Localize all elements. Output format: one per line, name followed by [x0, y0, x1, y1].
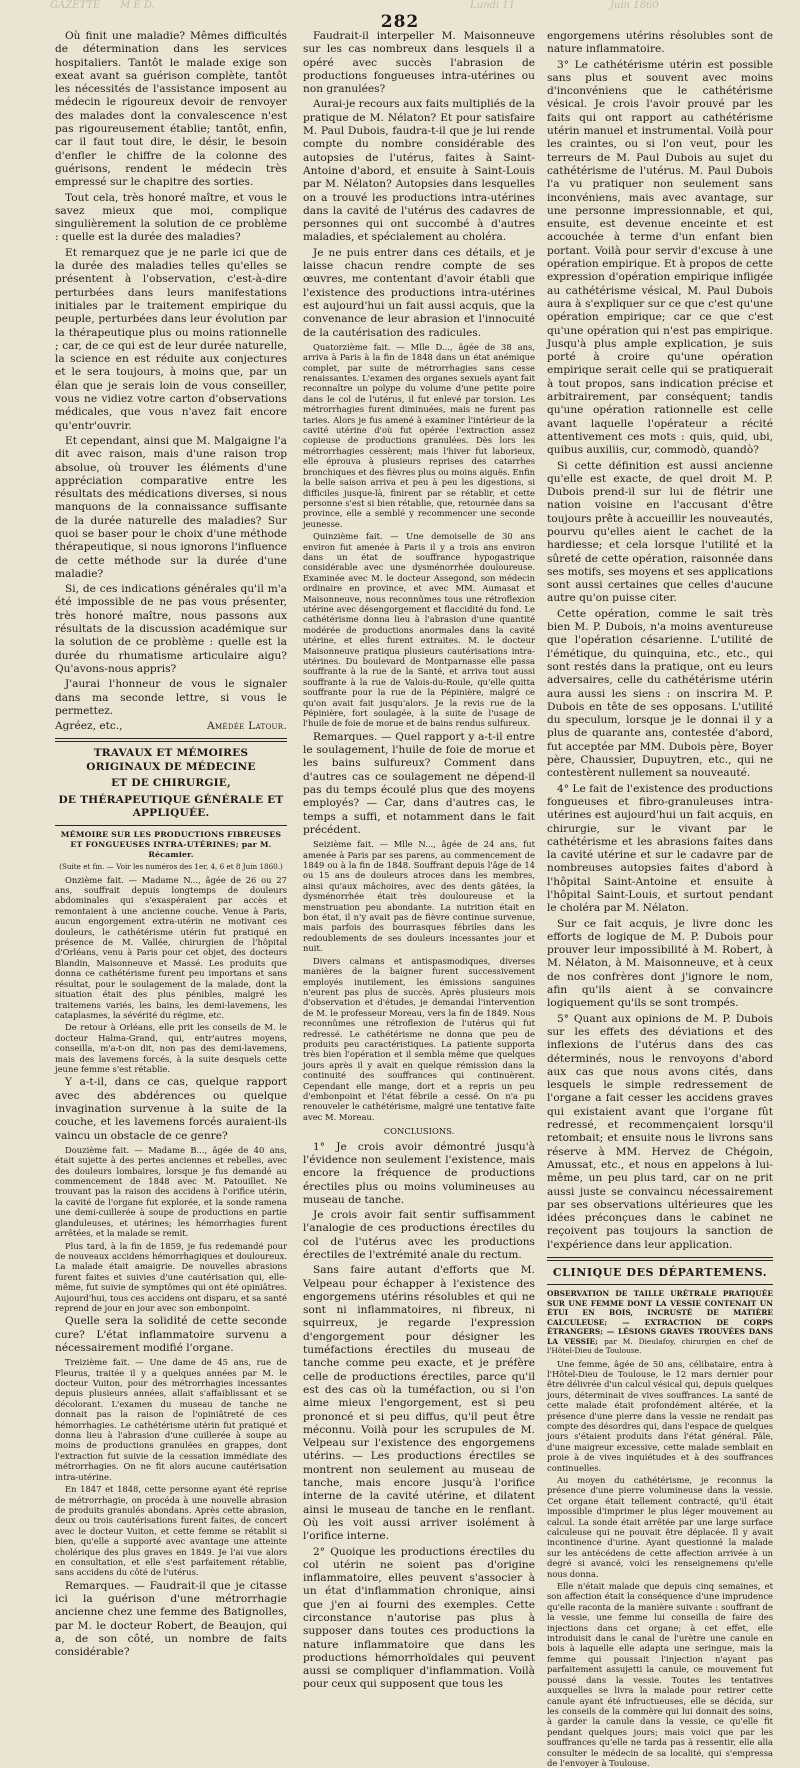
observation-heading: OBSERVATION DE TAILLE URÉTRALE PRATIQUÉE SUR UNE FEMME DONT LA VESSIE CONTENAIT UN ÉTUI EN BOIS, INCRUSTÉ DE MATIÈRE CALCULEUSE; — EXTRACTION DE CORPS ÉTRANGERS; — LÉSIONS GRAVES TROUVÉES DANS LA VESSIE;	[547, 1289, 773, 1346]
paragraph: engorgemens utérins résolubles sont de nature inflammatoire.	[547, 30, 773, 56]
section-divider	[55, 738, 287, 742]
memoir-note: (Suite et fin. — Voir les numéros des 1er, 4, 6 et 8 Juin 1860.)	[59, 861, 283, 871]
paragraph: Où finit une maladie? Mêmes difficultés de détermination dans les services hospitaliers. Tantôt le malade exige son exeat avant sa guérison complète, tantôt les nécessités de l'assistance imposent au médecin le rigoureux devoir de renvoyer des malades dont la convalescence n'est pas rigoureusement établie; tantôt, enfin, car il faut tout dire, le désir, le besoin d'enfler le chiffre de la colonne des guérisons, rendent le médecin très empressé sur le chapitre des sorties.	[55, 30, 287, 189]
paragraph: 2° Quoique les productions érectiles du col utérin ne soient pas d'origine inflammatoire, elles peuvent s'associer à un état d'inflammation chronique, ainsi que j'en ai fourni des exemples. Cette circonstance n'autorise pas plus à supposer dans toutes ces productions la nature inflammatoire que dans les productions hémorrhoïdales qui peuvent aussi se compliquer d'inflammation. Voilà pour ceux qui supposent que tous les	[303, 1545, 535, 1691]
paragraph: J'aurai l'honneur de vous le signaler dans ma seconde lettre, si vous le permettez.	[55, 678, 287, 717]
divider	[55, 825, 287, 826]
letter-signature	[55, 720, 287, 733]
case-report: Treizième fait. — Une dame de 45 ans, rue de Fleurus, traitée il y a quelques années par M. le docteur Vuiton, pour des métrorrhagies incessantes depuis plusieurs années, allait s'affaiblissant et se décolorant. L'examen du museau de tanche ne donnait pas la raison de l'opiniâtreté de ces hémorrhagies. Le cathétérisme utérin fut pratiqué et donna lieu à l'abrasion d'une cuillerée à soupe au moins de productions granulées en grappes, dont l'extraction fut suivie de la cessation immédiate des métrorrhagies. On ne fit alors aucune cautérisation intra-utérine.	[55, 1357, 287, 1482]
signature-salutation: Agréez, etc.,	[55, 720, 123, 733]
paragraph: Aurai-je recours aux faits multipliés de la pratique de M. Nélaton? Et pour satisfaire M. Paul Dubois, faudra-t-il que je lui rende compte du nombre considérable des autopsies de l'utérus, faites à Saint-Antoine d'abord, et ensuite à Saint-Louis par M. Nélaton? Autopsies dans lesquelles on a trouvé les productions intra-utérines dans la cavité de l'utérus des cadavres de personnes qui ont succombé à d'autres maladies, et spécialement au choléra.	[303, 98, 535, 244]
observation-title	[547, 1289, 773, 1356]
paragraph: Sur ce fait acquis, je livre donc les efforts de logique de M. P. Dubois pour prouver leur impossibilité à M. Robert, à M. Nélaton, à M. Maisonneuve, et à ceux de nos confrères dont j'ignore le nom, afin qu'ils aient à se convaincre logiquement qu'ils se sont trompés.	[547, 917, 773, 1010]
case-report: Une femme, âgée de 50 ans, célibataire, entra à l'Hôtel-Dieu de Toulouse, le 12 mars dernier pour être délivrée d'un calcul vésical qui, depuis quelques jours, déterminait de vives souffrances. La santé de cette malade était profondément altérée, et la présence d'une pierre dans la vessie ne rendait pas compte des désordres qui, dans l'espace de quelques jours s'étaient produits dans l'état général. Pâle, d'une maigreur excessive, cette malade semblait en proie à de vives inquiétudes et à des souffrances continuelles.	[547, 1358, 773, 1473]
section-title: TRAVAUX ET MÉMOIRES ORIGINAUX DE MÉDECINE	[86, 747, 256, 773]
header-ghost-text: Lundi 11	[470, 0, 516, 11]
conclusions-heading: CONCLUSIONS.	[383, 1126, 455, 1137]
case-report: Douzième fait. — Madame B..., âgée de 40 ans, était sujette à des pertes anciennes et rebelles, avec des douleurs lombaires, lorsque je fus demandé au commencement de 1848 avec M. Patouillet. Ne trouvant pas la raison des accidens à l'orifice utérin, la cavité de l'organe fut explorée, et la sonde ramena une demi-cuillerée à soupe de productions en partie glanduleuses, et utérines; les hémorrhagies furent arrêtées, et la malade se remit.	[55, 1144, 287, 1239]
paragraph: 5° Quant aux opinions de M. P. Dubois sur les effets des déviations et des inflexions de l'utérus dans des cas déterminés, nous le renvoyons d'abord aux cas que nous avons cités, dans lesquels le simple redressement de l'organe a fait cesser les accidens graves qui existaient avant que l'organe fût redressé, et recommençaient lorsqu'il retombait; et ensuite nous le livrons sans réserve à MM. Hervez de Chégoin, Amussat, etc., et nous en appelons à lui-même, un peu plus tard, car on ne prit aussi juste se convaincu nécessairement par ses observations ultérieures que les idées préconçues dans le cabinet ne reçoivent pas toujours la sanction de l'expérience dans leur application.	[547, 1012, 773, 1251]
case-report: En 1847 et 1848, cette personne ayant été reprise de métrorrhagie, on procéda à une nouvelle abrasion de produits granulés abondans. Après cette abrasion, deux ou trois cautérisations furent faites, de concert avec le docteur Vuiton, et cette femme se rétablit si bien, qu'elle a supporté avec avantage une atteinte cholérique des plus graves en 1849. Je l'ai vue alors en consultation, et elle s'est parfaitement rétablie, sans accidens du côté de l'utérus.	[55, 1484, 287, 1578]
column-left	[55, 30, 287, 1659]
case-report: Au moyen du cathétérisme, je reconnus la présence d'une pierre volumineuse dans la vessie. Cet organe était tellement contracté, qu'il était impossible d'imprimer le plus léger mouvement au calcul. La sonde était arrêtée par une large surface calculeuse qui ne pouvait être déplacée. Il y avait incontinence d'urine. Ayant questionné la malade sur les antécédens de cette affection arrivée à un degré si avancé, voici les renseignemens qu'elle nous donna.	[547, 1474, 773, 1579]
paragraph: Et cependant, ainsi que M. Malgaigne l'a dit avec raison, mais d'une raison trop absolue, où trouver les éléments d'une appréciation comparative entre les résultats des médications diverses, si nous manquons de la connaissance suffisante de la durée naturelle des maladies? Sur quoi se baser pour le choix d'une méthode thérapeutique, si nous ignorons l'influence de cette méthode sur la durée d'une maladie?	[55, 434, 287, 580]
paragraph: Quelle sera la solidité de cette seconde cure? L'état inflammatoire survenu a nécessairement modifié l'organe.	[55, 1315, 287, 1354]
paragraph: Si cette définition est aussi ancienne qu'elle est exacte, de quel droit M. P. Dubois prend-il sur lui de flétrir une nation voisine en l'accusant d'être toujours prête à accueillir les nouveautés, pourvu qu'elles aient le cachet de la hardiesse; et cela lorsque l'utilité et la sûreté de cette opération, raisonnée dans ses motifs, ses moyens et ses applications sont aussi certaines que celles d'aucune autre qu'on puisse citer.	[547, 459, 773, 605]
case-report: Seizième fait. — Mlle N..., âgée de 24 ans, fut amenée à Paris par ses parens, au commencement de 1849 ou à la fin de 1848. Souffrant depuis l'âge de 14 ou 15 ans de douleurs atroces dans les membres, ainsi qu'aux mâchoires, avec des dents gâtées, la dysménorrhée était très douloureuse et la menstruation peu abondante. La nutrition était en bon état, il n'y avait pas de fièvre continue survenue, mais parfois des bourrasques fébriles dans les redoublements de ses douleurs incessantes jour et nuit.	[303, 839, 535, 954]
section-divider	[547, 1257, 773, 1261]
column-middle	[303, 30, 535, 1691]
case-report: Divers calmans et antispasmodiques, diverses manières de la baigner furent successivement employés inutilement, les émissions sanguines n'eurent pas plus de succès. Après plusieurs mois d'observation et d'études, je demandai l'intervention de M. le professeur Moreau, vers la fin de 1849. Nous reconnûmes une rétroflexion de l'utérus qui fut redressé. Le cathétérisme ne donna que peu de produits peu caractéristiques. La patiente supporta très bien l'opération et il sembla même que quelques jours après il y avait en quelque rémission dans la continuité des souffrances qui continuèrent. Cependant elle mange, dort et a repris un peu d'embonpoint et l'état fébrile a cessé. On n'a pu renouveler le cathétérisme, malgré une tentative faite avec M. Moreau.	[303, 955, 535, 1122]
paragraph: 4° Le fait de l'existence des productions fongueuses et fibro-granuleuses intra-utérines est aujourd'hui un fait acquis, en chirurgie, sur le vivant par le cathétérisme et les abrasions faites dans la cavité utérine et sur le cadavre par de nombreuses autopsies faites d'abord à l'hôpital Saint-Antoine et ensuite à l'hôpital Saint-Louis, et surtout pendant le choléra par M. Nélaton.	[547, 782, 773, 915]
paragraph: Je ne puis entrer dans ces détails, et je laisse chacun rendre compte de ses œuvres, me contentant d'avoir établi que l'existence des productions intra-utérines est aujourd'hui un fait aussi acquis, que la convenance de leur abrasion et l'innocuité de la cautérisation des radicules.	[303, 246, 535, 339]
paragraph: Remarques. — Faudrait-il que je citasse ici la guérison d'une métrorrhagie ancienne chez une femme des Batignolles, par M. le docteur Robert, de Beaujon, qui a, de son côté, un nombre de faits considérable?	[55, 1579, 287, 1659]
signature-author: Amédée Latour.	[207, 720, 287, 733]
case-report: Quinzième fait. — Une demoiselle de 30 ans environ fut amenée à Paris il y a trois ans environ dans un état de souffrance hypogastrique considérable avec une dysménorrhée douloureuse. Examinée avec M. le docteur Assegond, son médecin ordinaire en province, et avec MM. Aumasat et Maisonneuve, nous reconnûmes tous une rétroflexion utérine avec désengorgement et flaccidité du fond. Le cathétérisme donna lieu à l'abrasion d'une quantité modérée de productions anormales dans la cavité utérine, et elles furent extraites. M. le docteur Maisonneuve pratiqua plusieurs cautérisations intra-utérines. Du boulevard de Montparnasse elle passa souffrante à la rue de la Santé, et arriva tout aussi souffrante à la rue de Valois-du-Roule, qu'elle quitta souffrante pour la rue de la Pépinière, malgré ce qu'on avait fait jusqu'alors. Je la revis rue de la Pépinière, fort soulagée, à la suite de l'usage de l'huile de foie de morue et de bains rendus sulfureux.	[303, 531, 535, 729]
paragraph: 3° Le cathétérisme utérin est possible sans plus et souvent avec moins d'inconvéniens que le cathétérisme vésical. Je crois l'avoir prouvé par les faits qui ont rapport au cathétérisme utérin manuel et instrumental. Voilà pour les craintes, ou si l'on veut, pour les terreurs de M. Paul Dubois au sujet du cathétérisme de l'utérus. M. Paul Dubois l'a vu pratiquer non seulement sans inconvéniens, mais avec avantage, sur une personne impressionnable, et qui, ensuite, est devenue enceinte et est accouchée à terme d'un enfant bien portant. Voilà pour servir d'excuse à une opération empirique. Et à propos de cette expression d'opération empirique infligée au cathétérisme vésical, M. Paul Dubois aura à s'expliquer sur ce que c'est qu'une opération empirique; car ce que c'est qu'une opération qui n'est pas empirique. Jusqu'à plus ample explication, je suis porté à croire qu'une opération empirique serait celle qui se pratiquerait à tout propos, sans indication précise et arbitrairement, par conséquent; tandis qu'une opération rationnelle est celle avant laquelle l'opérateur a récité attentivement ces mots : quis, quid, ubi, quibus auxiliis, cur, commodò, quandò?	[547, 58, 773, 457]
paragraph: Remarques. — Quel rapport y a-t-il entre le soulagement, l'huile de foie de morue et les bains sulfureux? Comment dans d'autres cas ce soulagement ne dépend-il pas du temps écoulé plus que des moyens employés? — Car, dans d'autres cas, le temps a suffi, et notamment dans le fait précédent.	[303, 730, 535, 836]
paragraph: Si, de ces indications générales qu'il m'a été impossible de ne pas vous présenter, très honoré maître, nous passons aux résultats de la discussion académique sur la solution de ce problème : quelle est la durée du rhumatisme articulaire aigu? Qu'avons-nous appris?	[55, 583, 287, 675]
paragraph: Faudrait-il interpeller M. Maisonneuve sur les cas nombreux dans lesquels il a opéré avec succès l'abrasion de productions fongueuses intra-utérines ou non granulées?	[303, 30, 535, 96]
case-report: Elle n'était malade que depuis cinq semaines, et son affection était la conséquence d'une imprudence qu'elle raconta de la manière suivante : souffrant de la vessie, une femme lui conseilla de faire des injections dans cet organe; à cet effet, elle introduisit dans le canal de l'urètre une canule en bois à laquelle elle adapta une seringue, mais la femme qui poussait l'injection n'ayant pas parfaitement assujetti la canule, ce mouvement fut poussé dans la vessie. Toutes les tentatives auxquelles se livra la malade pour retirer cette canule ayant été infructueuses, elle se décida, sur les conseils de la commère qui lui donnait des soins, à garder la canule dans la vessie, ce qu'elle fit pendant quelques jours; mais voici que par les souffrances qu'elle ne tarda pas à ressentir, elle alla consulter le médecin de sa localité, qui s'empressa de l'envoyer à Toulouse.	[547, 1581, 773, 1768]
paragraph: Je crois avoir fait sentir suffisamment l'analogie de ces productions érectiles du col de l'utérus avec les productions érectiles de l'extrémité anale du rectum.	[303, 1209, 535, 1261]
paragraph: Cette opération, comme le sait très bien M. P. Dubois, n'a moins aventureuse que l'opération césarienne. L'utilité de l'émétique, du quinquina, etc., etc., qui sont restés dans la pratique, ont eu leurs adversaires, celle du cathétérisme utérin aura aussi les siens : on inscrira M. P. Dubois en tête de ses opposans. L'utilité du speculum, lorsque je le donnai il y a plus de quarante ans, contestée d'abord, fut acceptée par MM. Dubois père, Boyer père, Chaussier, Dupuytren, etc., qui ne contestèrent nullement sa nouveauté.	[547, 607, 773, 780]
section-title: ET DE CHIRURGIE,	[111, 777, 231, 790]
header-ghost-text: Juin 1860	[610, 0, 659, 11]
memoir-title: MÉMOIRE SUR LES PRODUCTIONS FIBREUSES ET FONGUEUSES INTRA-UTÉRINES; par M. Récamier.	[60, 829, 282, 859]
page-number: 282	[380, 12, 420, 32]
case-report: Plus tard, à la fin de 1859, je fus redemandé pour de nouveaux accidens hémorrhagiques et douloureux. La malade était amaigrie. De nouvelles abrasions furent faites et suivies d'une cautérisation qui, elle-même, fut suivie de symptômes qui ont été opiniâtres. Aujourd'hui, tous ces accidens ont disparu, et sa santé reprend de jour en jour avec son embonpoint.	[55, 1240, 287, 1313]
header-ghost-text: M E D.	[120, 0, 155, 11]
case-report: De retour à Orléans, elle prit les conseils de M. le docteur Halma-Grand, qui, entr'autres moyens, conseilla, m'a-t-on dit, non pas des demi-lavemens, mais des lavemens forcés, à la suite desquels cette jeune femme s'est rétablie.	[55, 1022, 287, 1074]
paragraph: Y a-t-il, dans ce cas, quelque rapport avec des abdérences ou quelque invagination survenue à la suite de la couche, et les lavemens forcés auraient-ils vaincu un obstacle de ce genre?	[55, 1076, 287, 1142]
divider	[547, 1284, 773, 1285]
section-title: DE THÉRAPEUTIQUE GÉNÉRALE ET APPLIQUÉE.	[58, 793, 284, 820]
section-title: CLINIQUE DES DÉPARTEMENS.	[552, 1266, 768, 1280]
column-right	[547, 30, 774, 1768]
case-report: Quatorzième fait. — Mlle D..., âgée de 38 ans, arriva à Paris à la fin de 1848 dans un état anémique complet, par suite de métrorrhagies sans cesse renaissantes. L'examen des organes sexuels ayant fait reconnaître un polype du volume d'une petite poire dans le col de l'utérus, il fut enlevé par torsion. Les métrorrhagies furent diminuées, mais ne furent pas taries. Alors je fus amené à examiner l'intérieur de la cavité utérine d'où fut opérée l'extraction assez copieuse de productions granulées. Dès lors les métrorrhagies cessèrent; mais l'hiver fut laborieux, elle éprouva à plusieurs reprises des catarrhes bronchiques et des fièvres plus ou moins aiguës. Enfin la belle saison arriva et peu à peu les digestions, si difficiles jusque-là, finirent par se rétablir, et cette personne s'est si bien rétablie, que, retournée dans sa province, elle a semblé y recommencer une seconde jeunesse.	[303, 341, 535, 529]
case-report: Onzième fait. — Madame N..., âgée de 26 ou 27 ans, souffrait depuis longtemps de douleurs abdominales qui s'exaspéraient par accès et remontaient à une ancienne couche. Venue à Paris, aucun engorgement extra-utérin ne motivant ces douleurs, le cathétérisme utérin fut pratiqué en présence de M. Vallée, chirurgien de l'hôpital d'Orléans, venu à Paris pour cet objet, des docteurs Blandin, Maisonneuve et Massé. Les produits que donna ce cathétérisme furent peu importans et sans résultat, pour le soulagement de la malade, dont la situation était des plus pénibles, malgré les traitemens variés, les bains, les demi-lavemens, les cataplasmes, la sévérité du régime, etc.	[55, 874, 287, 1020]
header-ghost-text: GAZETTE	[50, 0, 101, 11]
paragraph: 1° Je crois avoir démontré jusqu'à l'évidence non seulement l'existence, mais encore la fréquence de productions érectiles plus ou moins volumineuses au museau de tanche.	[303, 1140, 535, 1206]
observation-author: par M. Dieulafoy, chirurgien en chef de l'Hôtel-Dieu de Toulouse.	[547, 1336, 774, 1356]
paragraph: Sans faire autant d'efforts que M. Velpeau pour échapper à l'existence des engorgemens utérins résolubles et qui ne sont ni inflammatoires, ni fibreux, ni squirreux, je regarde l'expression d'engorgement pour désigner les tuméfactions érectiles du museau de tanche comme peu exacte, et je préfère celle de productions érectiles, parce qu'il est des cas où la tuméfaction, ou si l'on aime mieux l'engorgement, est si peu prononcé et si peu diffus, qu'il peut être méconnu. Voilà pour les scrupules de M. Velpeau sur l'existence des engorgemens utérins. — Les productions érectiles se montrent non seulement au museau de tanche, mais encore jusqu'à l'orifice interne de la cavité utérine, et dilatent ainsi le museau de tanche en le renflant. Où les voit aussi arriver isolément à l'orifice interne.	[303, 1264, 535, 1543]
paragraph: Et remarquez que je ne parle ici que de la durée des maladies telles qu'elles se présentent à l'observation, c'est-à-dire perturbées dans leurs manifestations initiales par le traitement empirique du peuple, perturbées dans leur évolution par la thérapeutique plus ou moins rationnelle ; car, de ce qui est de leur durée naturelle, la science en est réduite aux conjectures et le sera toujours, à moins que, par un élan que je serais loin de vous conseiller, vous ne vidiez votre carton d'observations médicales, que vous n'avez fait encore qu'entr'ouvrir.	[55, 246, 287, 432]
paragraph: Tout cela, très honoré maître, et vous le savez mieux que moi, complique singulièrement la solution de ce problème : quelle est la durée des maladies?	[55, 191, 287, 244]
